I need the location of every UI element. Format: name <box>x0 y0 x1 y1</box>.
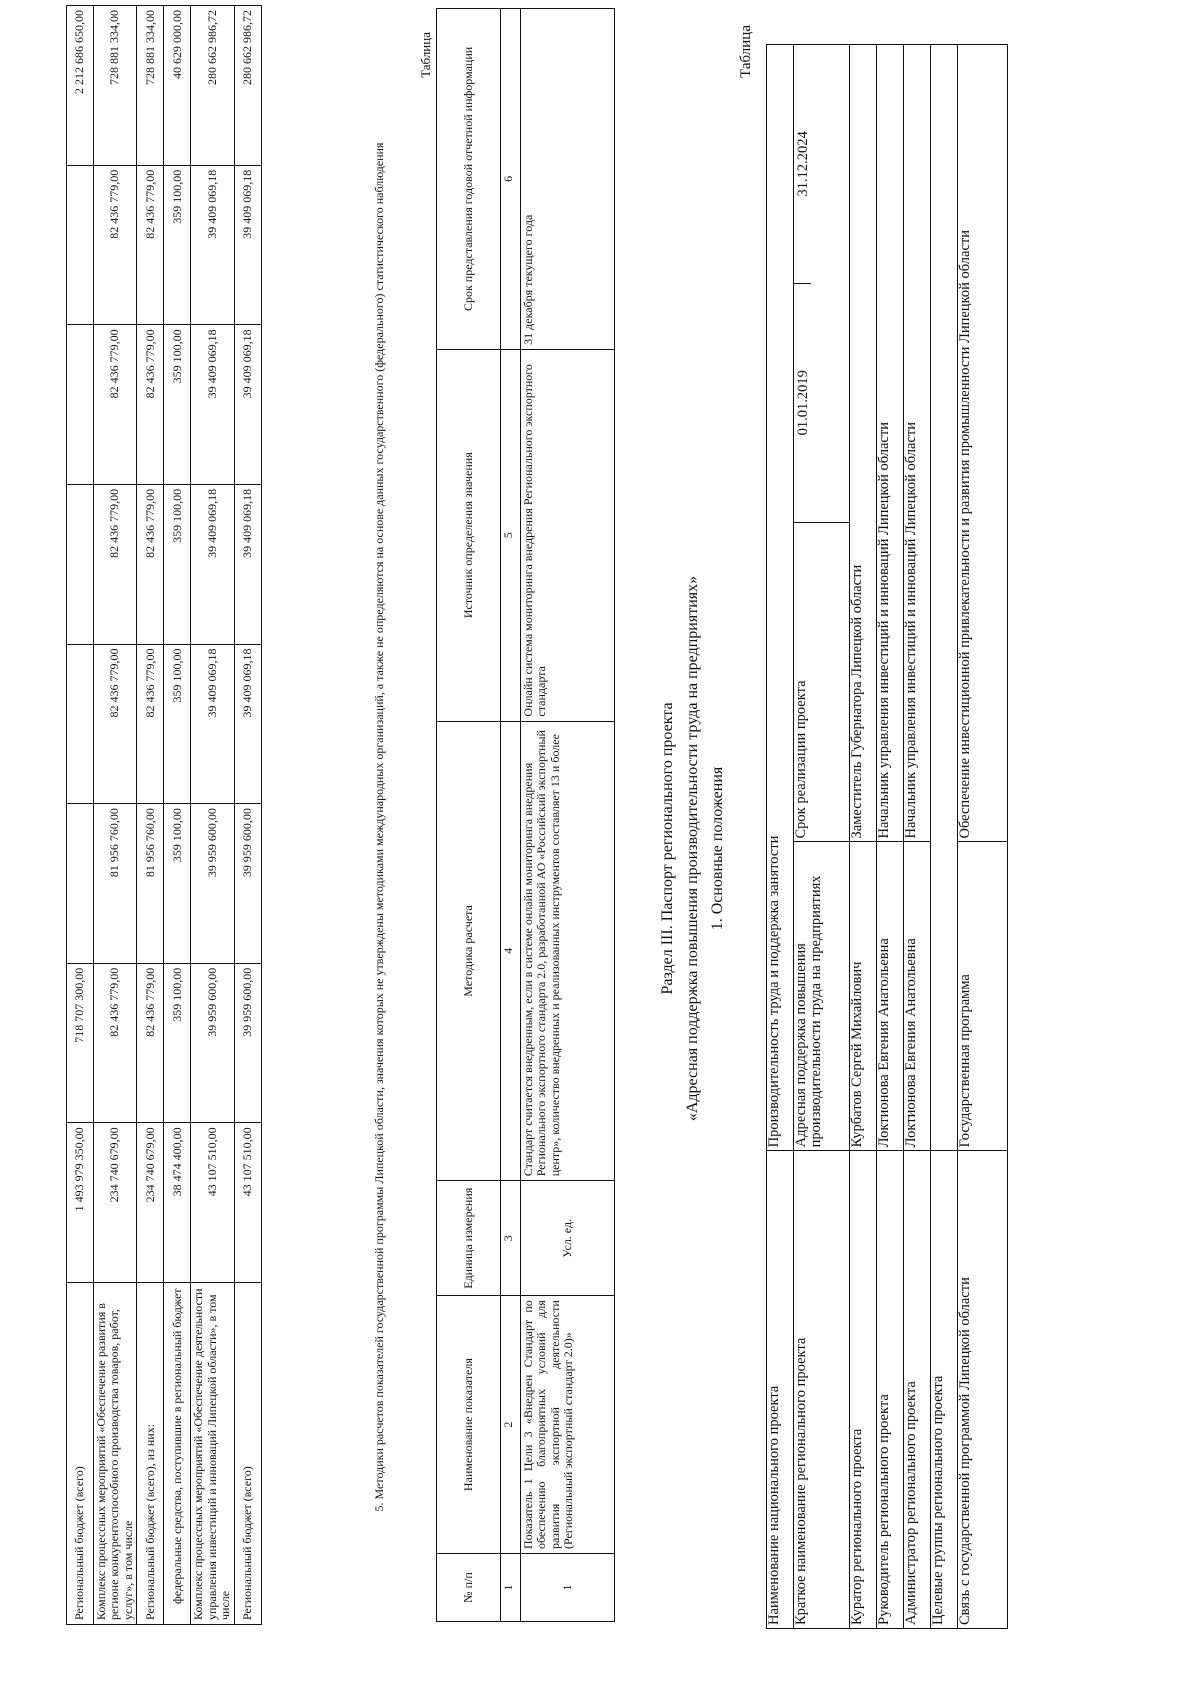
row-extra: Обеспечение инвестиционной привлекательности и развития промышленности Липецкой области <box>958 45 1008 842</box>
method-cell: Стандарт считается внедренным, если в системе онлайн мониторинга внедрения Регионального экспортного стандарта 2.0, разработанной АО «Российский экспортный центр», количество внедренных и реализованных инструментов составляет 13 и более <box>521 721 615 1181</box>
row-value <box>931 45 958 1151</box>
cell: 359 100,00 <box>164 165 191 325</box>
cell: 82 436 779,00 <box>137 963 164 1123</box>
cell: 39 959 600,00 <box>234 963 261 1123</box>
section-heading <box>655 0 730 1697</box>
row-label: Связь с государственной программой Липецкой области <box>958 1151 1008 1629</box>
cell: 359 100,00 <box>164 484 191 644</box>
cell: 1 493 979 350,00 <box>67 1123 94 1283</box>
cell: 38 474 400,00 <box>164 1123 191 1283</box>
cell: 43 107 510,00 <box>234 1123 261 1283</box>
cell: 718 707 300,00 <box>67 963 94 1123</box>
cell <box>67 644 94 804</box>
header-cell: Источник определения значения <box>437 349 501 721</box>
section-title: Раздел III. Паспорт регионального проекта <box>659 702 676 995</box>
cell: 82 436 779,00 <box>137 484 164 644</box>
cell: 359 100,00 <box>164 963 191 1123</box>
header-cell: Методика расчета <box>437 721 501 1181</box>
cell: 82 436 779,00 <box>94 325 137 485</box>
cell <box>67 325 94 485</box>
term-label: Срок реализации проекта <box>794 522 850 842</box>
source-cell: Онлайн система мониторинга внедрения Регионального экспортного стандарта <box>521 349 615 721</box>
row-label: Региональный бюджет (всего), из них: <box>137 1282 164 1624</box>
row-extra: Начальник управления инвестиций и инноваций Липецкой области <box>904 45 931 842</box>
row-label: Целевые группы регионального проекта <box>931 1151 958 1629</box>
cell: 39 409 069,18 <box>191 165 234 325</box>
header-cell: № п/п <box>437 1554 501 1622</box>
cell: 234 740 679,00 <box>137 1123 164 1283</box>
start-date: 01.01.2019 <box>794 283 811 522</box>
row-extra: Заместитель Губернатора Липецкой области <box>850 45 877 842</box>
subsection-title: 1. Основные положения <box>709 766 726 931</box>
end-date: 31.12.2024 <box>795 131 811 197</box>
cell: 359 100,00 <box>164 644 191 804</box>
cell: 2 212 686 650,00 <box>67 6 94 166</box>
row-value: Локтионова Евгения Анатольевна <box>877 842 904 1151</box>
table-header-row <box>437 9 501 1622</box>
cell: 280 662 986,72 <box>191 6 234 166</box>
table-row <box>904 45 931 1629</box>
cell: 82 436 779,00 <box>94 963 137 1123</box>
row-value: Производительность труда и поддержка занятости <box>767 45 794 1151</box>
row-label: Краткое наименование регионального проекта <box>794 1151 850 1629</box>
cell <box>67 484 94 644</box>
row-value: Адресная поддержка повышения производительности труда на предприятиях <box>794 842 850 1151</box>
row-label: Комплекс процессных мероприятий «Обеспечение деятельности управления инвестиций и инноваций Липецкой области», в том числе <box>191 1282 234 1624</box>
row-value: Курбатов Сергей Михайлович <box>850 842 877 1151</box>
table-caption: Таблица <box>418 32 433 78</box>
cell: 728 881 334,00 <box>94 6 137 166</box>
row-label: Наименование национального проекта <box>767 1151 794 1629</box>
row-label: Куратор регионального проекта <box>850 1151 877 1629</box>
cell: 82 436 779,00 <box>94 644 137 804</box>
cell: 39 409 069,18 <box>234 165 261 325</box>
table-row <box>137 6 164 1625</box>
methods-table <box>436 8 615 1622</box>
header-cell: Срок представления годовой отчетной информации <box>437 9 501 350</box>
cell <box>67 804 94 964</box>
cell <box>67 165 94 325</box>
table-caption: Таблица <box>738 25 754 78</box>
row-extra: Начальник управления инвестиций и инноваций Липецкой области <box>877 45 904 842</box>
row-label: Руководитель регионального проекта <box>877 1151 904 1629</box>
table-row <box>67 6 94 1625</box>
indicator-name: Показатель 1 Цели 3 «Внедрен Стандарт по обеспечению благоприятных условий для развития экспортной деятельности (Региональный экспортный стандарт 2.0)» <box>521 1296 615 1554</box>
project-title: «Адресная поддержка повышения производительности труда на предприятиях» <box>684 575 701 1122</box>
cell: 82 436 779,00 <box>137 165 164 325</box>
table-row <box>850 45 877 1629</box>
cell: 43 107 510,00 <box>191 1123 234 1283</box>
row-label: Комплекс процессных мероприятий «Обеспечение развития в регионе конкурентоспособного производства товаров, работ, услуг», в том числе <box>94 1282 137 1624</box>
cell: 39 409 069,18 <box>191 325 234 485</box>
header-cell: Наименование показателя <box>437 1296 501 1554</box>
term-dates <box>794 45 850 523</box>
cell: 39 959 600,00 <box>191 963 234 1123</box>
table-row <box>794 45 850 1629</box>
finance-table <box>66 5 262 1625</box>
row-number: 1 <box>521 1554 615 1622</box>
row-label: Администратор регионального проекта <box>904 1151 931 1629</box>
cell: 280 662 986,72 <box>234 6 261 166</box>
table-row <box>234 6 261 1625</box>
row-value: Локтионова Евгения Анатольевна <box>904 842 931 1151</box>
row-label: Региональный бюджет (всего) <box>234 1282 261 1624</box>
cell: 39 409 069,18 <box>234 644 261 804</box>
cell: 40 629 000,00 <box>164 6 191 166</box>
cell: 359 100,00 <box>164 804 191 964</box>
table-row <box>931 45 958 1629</box>
cell: 39 409 069,18 <box>234 325 261 485</box>
col-number: 5 <box>501 349 521 721</box>
row-label: федеральные средства, поступившие в региональный бюджет <box>164 1282 191 1624</box>
table-row <box>191 6 234 1625</box>
cell: 728 881 334,00 <box>137 6 164 166</box>
deadline-cell: 31 декабря текущего года <box>521 9 615 350</box>
col-number: 4 <box>501 721 521 1181</box>
table-row <box>164 6 191 1625</box>
cell: 81 956 760,00 <box>137 804 164 964</box>
passport-table <box>766 44 1008 1629</box>
table-row <box>94 6 137 1625</box>
row-value: Государственная программа <box>958 842 1008 1151</box>
row-label: Региональный бюджет (всего) <box>67 1282 94 1624</box>
cell: 82 436 779,00 <box>137 325 164 485</box>
table-row <box>877 45 904 1629</box>
cell: 39 409 069,18 <box>191 484 234 644</box>
table-row <box>958 45 1008 1629</box>
col-number: 3 <box>501 1181 521 1296</box>
cell: 39 959 600,00 <box>234 804 261 964</box>
unit-cell: Усл. ед. <box>521 1181 615 1296</box>
table-row <box>521 9 615 1622</box>
table-row <box>767 45 794 1629</box>
methods-note: 5. Методики расчетов показателей государственной программы Липецкой области, значения которых не утверждены методиками международных организаций, а также не определяются на основе данных государственного (федерального) статистического наблюдения <box>372 142 386 1512</box>
cell: 82 436 779,00 <box>137 644 164 804</box>
cell: 39 959 600,00 <box>191 804 234 964</box>
cell: 234 740 679,00 <box>94 1123 137 1283</box>
col-number: 1 <box>501 1554 521 1622</box>
cell: 82 436 779,00 <box>94 165 137 325</box>
cell: 39 409 069,18 <box>191 644 234 804</box>
cell: 39 409 069,18 <box>234 484 261 644</box>
column-number-row <box>501 9 521 1622</box>
header-cell: Единица измерения <box>437 1181 501 1296</box>
cell: 82 436 779,00 <box>94 484 137 644</box>
col-number: 6 <box>501 9 521 350</box>
cell: 359 100,00 <box>164 325 191 485</box>
cell: 81 956 760,00 <box>94 804 137 964</box>
col-number: 2 <box>501 1296 521 1554</box>
